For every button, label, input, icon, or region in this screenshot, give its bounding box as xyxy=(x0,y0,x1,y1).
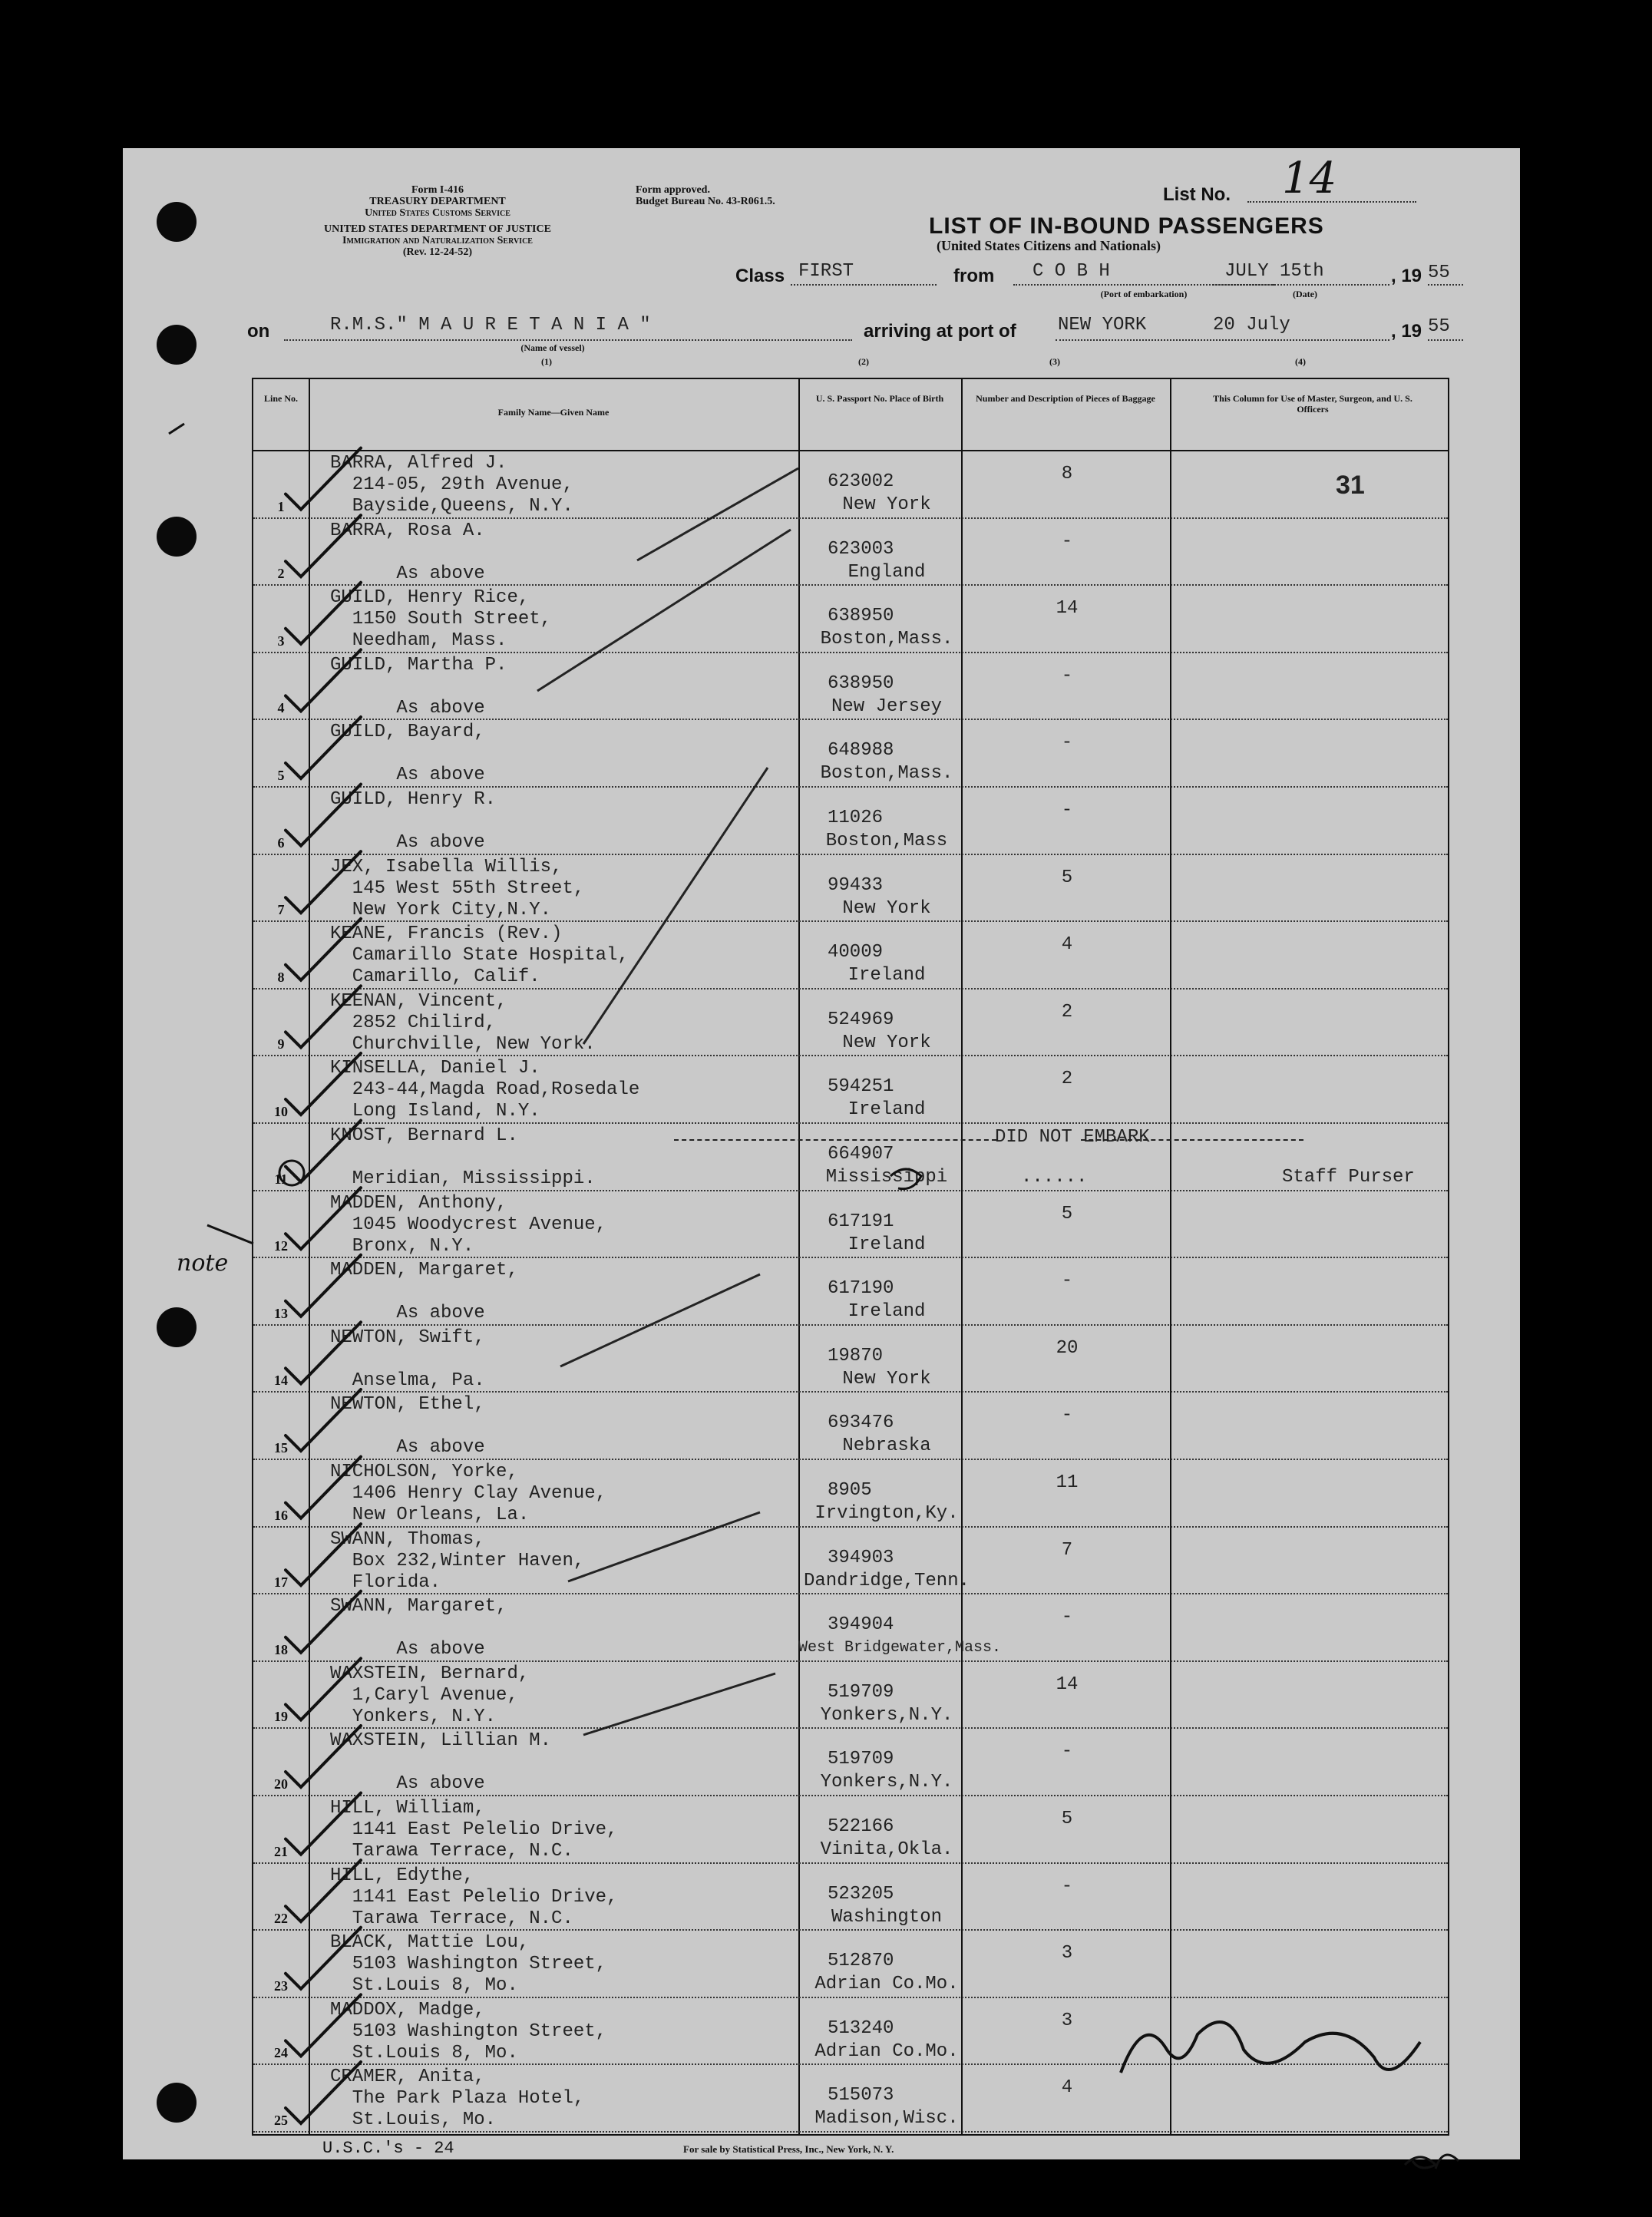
punch-hole xyxy=(157,517,197,557)
purser-dots: ...... xyxy=(1021,1167,1088,1188)
passenger-name: CRAMER, Anita, xyxy=(330,2067,485,2088)
form-number: Form I-416 xyxy=(411,184,464,196)
address-line xyxy=(330,676,507,698)
passport-number: 617190 xyxy=(828,1278,894,1300)
passenger-name-address xyxy=(330,1462,606,1526)
passport-number: 623002 xyxy=(828,471,894,492)
baggage-count: 4 xyxy=(1061,2077,1073,2099)
baggage-count: 14 xyxy=(1056,1673,1079,1695)
baggage-count: 5 xyxy=(1061,1809,1073,1829)
place-of-birth: Madison,Wisc. xyxy=(814,2108,959,2129)
place-of-birth: Boston,Mass xyxy=(825,831,948,851)
year-value-1: 55 xyxy=(1428,263,1450,283)
passenger-name-address xyxy=(330,1596,507,1660)
place-of-birth: Ireland xyxy=(847,1234,926,1255)
table-row xyxy=(253,922,1448,990)
line-number: 14 xyxy=(274,1373,288,1389)
address-line: St.Louis 8, Mo. xyxy=(330,2042,518,2063)
passenger-name-address xyxy=(330,789,496,854)
address-line: Box 232,Winter Haven, xyxy=(330,1550,585,1571)
line-number: 19 xyxy=(274,1709,288,1725)
baggage-count: 3 xyxy=(1061,1943,1073,1964)
passenger-name: WAXSTEIN, Bernard, xyxy=(330,1663,530,1684)
address-line: As above xyxy=(330,1773,485,1795)
document-title: LIST OF IN-BOUND PASSENGERS xyxy=(929,213,1324,239)
passenger-name: NICHOLSON, Yorke, xyxy=(330,1462,518,1482)
passenger-name-address xyxy=(330,857,584,921)
passport-number: 664907 xyxy=(828,1144,894,1165)
line-number: 17 xyxy=(274,1574,288,1591)
passport-number: 519709 xyxy=(828,1681,894,1703)
embarkation-caption: (Port of embarkation) xyxy=(1100,289,1188,299)
class-label: Class xyxy=(735,266,785,286)
passenger-name-address xyxy=(330,722,485,786)
list-number-handwritten: 14 xyxy=(1282,154,1337,203)
punch-hole xyxy=(157,2083,197,2123)
line-number: 6 xyxy=(277,834,285,851)
line-number: 24 xyxy=(274,2045,288,2061)
address-line: St.Louis 8, Mo. xyxy=(330,1975,518,1997)
address-line: New York City,N.Y. xyxy=(330,899,552,920)
passport-number: 522166 xyxy=(828,1816,894,1837)
baggage-count: 3 xyxy=(1061,2010,1073,2031)
baggage-count: 14 xyxy=(1056,598,1079,620)
line-number: 13 xyxy=(274,1305,288,1321)
address-line: Tarawa Terrace, N.C. xyxy=(330,1908,573,1929)
address-line: Yonkers, N.Y. xyxy=(330,1706,497,1727)
address-line: Long Island, N.Y. xyxy=(330,1101,540,1122)
address-line: Needham, Mass. xyxy=(330,630,507,652)
place-of-birth: Mississippi xyxy=(825,1167,948,1188)
address-line: As above xyxy=(330,563,485,584)
baggage-count: - xyxy=(1061,800,1073,821)
address-line xyxy=(330,1147,596,1168)
embarkation-date: JULY 15th xyxy=(1224,261,1324,282)
passenger-name-address xyxy=(330,1932,606,1997)
passenger-name: SWANN, Thomas, xyxy=(330,1528,485,1550)
table-row xyxy=(253,1326,1448,1393)
passport-number: 40009 xyxy=(828,942,884,963)
table-row xyxy=(253,519,1448,586)
address-line: As above xyxy=(330,1639,485,1660)
officer-count: 31 xyxy=(1336,471,1365,500)
table-row xyxy=(253,855,1448,923)
line-number: 3 xyxy=(277,633,285,649)
table-row xyxy=(253,1594,1448,1662)
line-number: 22 xyxy=(274,1911,288,1927)
vessel-line xyxy=(284,339,852,341)
year-line-1 xyxy=(1428,284,1463,286)
place-of-birth: Boston,Mass. xyxy=(820,763,953,785)
revision: (Rev. 12-24-52) xyxy=(402,246,473,258)
passport-number: 19870 xyxy=(828,1345,884,1366)
baggage-count: 8 xyxy=(1061,464,1073,484)
baggage-count: - xyxy=(1061,732,1073,754)
place-of-birth: Ireland xyxy=(847,965,926,986)
table-row xyxy=(253,1393,1448,1460)
line-number: 15 xyxy=(274,1439,288,1455)
address-line xyxy=(330,1752,551,1773)
address-line: Bronx, N.Y. xyxy=(330,1235,474,1257)
address-line: New Orleans, La. xyxy=(330,1505,530,1525)
address-line: Florida. xyxy=(330,1571,441,1593)
passport-number: 513240 xyxy=(828,2017,894,2039)
address-line: 5103 Washington Street, xyxy=(330,2020,607,2042)
year-label-2: , 19 xyxy=(1391,321,1422,342)
place-of-birth: Adrian Co.Mo. xyxy=(814,1974,959,1995)
passenger-name-address xyxy=(330,587,551,652)
passenger-name: HILL, Edythe, xyxy=(330,1865,474,1886)
footer-form-code: U.S.C.'s - 24 xyxy=(322,2139,454,2158)
baggage-count: - xyxy=(1061,1875,1073,1897)
passenger-name-address xyxy=(330,2067,584,2131)
line-number: 11 xyxy=(274,1171,288,1187)
passport-number: 512870 xyxy=(828,1951,894,1972)
passenger-name-address xyxy=(330,655,507,719)
place-of-birth: Ireland xyxy=(847,1099,926,1121)
vessel-name: R.M.S." M A U R E T A N I A " xyxy=(330,315,651,335)
passenger-name: GUILD, Bayard, xyxy=(330,722,485,743)
passenger-name-address xyxy=(330,2000,606,2064)
line-number: 18 xyxy=(274,1641,288,1657)
address-line: Camarillo State Hospital, xyxy=(330,945,629,966)
baggage-count: - xyxy=(1061,1741,1073,1763)
arrival-line xyxy=(1056,339,1389,341)
passenger-name-address xyxy=(330,1058,639,1122)
table-row xyxy=(253,1662,1448,1730)
baggage-count: - xyxy=(1061,1270,1073,1292)
address-line xyxy=(330,743,485,765)
form-header-left xyxy=(261,184,614,258)
address-line xyxy=(330,1281,518,1303)
vessel-on-label: on xyxy=(247,321,270,342)
column-header-passport: U. S. Passport No. Place of Birth xyxy=(815,393,944,404)
passenger-name: WAXSTEIN, Lillian M. xyxy=(330,1730,552,1752)
column-header-officers: This Column for Use of Master, Surgeon, and U. S. Officers xyxy=(1213,393,1412,415)
address-line: Tarawa Terrace, N.C. xyxy=(330,1841,573,1862)
baggage-count: - xyxy=(1061,1405,1073,1426)
passport-number: 638950 xyxy=(828,672,894,694)
line-number: 2 xyxy=(277,566,285,582)
footer-printer: For sale by Statistical Press, Inc., New York, N. Y. xyxy=(683,2143,894,2155)
column-caption-4: (4) xyxy=(1295,356,1306,367)
line-number: 21 xyxy=(274,1843,288,1859)
table-row xyxy=(253,1998,1448,2066)
baggage-count: - xyxy=(1061,665,1073,686)
baggage-count: 5 xyxy=(1061,1203,1073,1224)
address-line: 1141 East Pelelio Drive, xyxy=(330,1819,618,1840)
vessel-caption: (Name of vessel) xyxy=(520,342,585,353)
passport-number: 394903 xyxy=(828,1547,894,1568)
address-line: Anselma, Pa. xyxy=(330,1370,485,1391)
date-line xyxy=(1213,284,1389,286)
class-line xyxy=(791,284,937,286)
year-label-1: , 19 xyxy=(1391,266,1422,286)
address-line: 243-44,Magda Road,Rosedale xyxy=(330,1079,640,1101)
place-of-birth: Nebraska xyxy=(842,1436,931,1457)
place-of-birth: England xyxy=(847,561,926,583)
address-line xyxy=(330,542,485,563)
passenger-name-address xyxy=(330,1664,529,1728)
passport-number: 617191 xyxy=(828,1211,894,1232)
justice-department: UNITED STATES DEPARTMENT OF JUSTICE xyxy=(324,223,551,235)
table-row xyxy=(253,653,1448,721)
address-line: Bayside,Queens, N.Y. xyxy=(330,496,573,517)
line-number: 10 xyxy=(274,1103,288,1119)
table-row xyxy=(253,451,1448,519)
passenger-name-address xyxy=(330,520,485,585)
passenger-name: SWANN, Margaret, xyxy=(330,1596,507,1617)
table-row xyxy=(253,788,1448,855)
document-subtitle: (United States Citizens and Nationals) xyxy=(937,238,1161,253)
baggage-count: - xyxy=(1061,1607,1073,1628)
address-line: St.Louis, Mo. xyxy=(330,2110,497,2131)
line-number: 8 xyxy=(277,969,285,985)
punch-hole xyxy=(157,202,197,242)
passenger-name: JEX, Isabella Willis, xyxy=(330,856,563,877)
passport-number: 519709 xyxy=(828,1749,894,1770)
address-line: 145 West 55th Street, xyxy=(330,877,585,899)
place-of-birth: New York xyxy=(842,897,931,919)
column-caption-1: (1) xyxy=(541,356,552,367)
table-row xyxy=(253,990,1448,1057)
line-number: 4 xyxy=(277,700,285,716)
table-row xyxy=(253,1528,1448,1595)
passenger-name-address xyxy=(330,1327,485,1392)
year-value-2: 55 xyxy=(1428,316,1450,337)
department-name: TREASURY DEPARTMENT xyxy=(369,196,506,207)
column-header-baggage: Number and Description of Pieces of Baggage xyxy=(976,393,1155,404)
address-line: Churchville, New York. xyxy=(330,1033,596,1055)
passenger-name: BARRA, Rosa A. xyxy=(330,520,485,541)
place-of-birth: Dandridge,Tenn. xyxy=(803,1570,970,1591)
place-of-birth: New York xyxy=(842,1368,931,1389)
table-row xyxy=(253,586,1448,653)
baggage-count: - xyxy=(1061,530,1073,552)
passenger-name: GUILD, Martha P. xyxy=(330,654,507,676)
table-row xyxy=(253,1124,1448,1191)
baggage-count: 2 xyxy=(1061,1069,1073,1090)
baggage-count: 11 xyxy=(1056,1472,1079,1493)
staff-purser-label: Staff Purser xyxy=(1282,1167,1415,1188)
punch-hole xyxy=(157,325,197,365)
place-of-birth: Yonkers,N.Y. xyxy=(820,1704,953,1726)
table-row xyxy=(253,1729,1448,1796)
place-of-birth: West Bridgewater,Mass. xyxy=(798,1639,1002,1657)
place-of-birth: Washington xyxy=(831,1906,943,1928)
budget-bureau: Budget Bureau No. 43-R061.5. xyxy=(636,196,775,207)
passenger-name-address xyxy=(330,1529,584,1594)
approved-text: Form approved. xyxy=(636,184,710,196)
address-line: As above xyxy=(330,697,485,719)
line-number: 20 xyxy=(274,1776,288,1792)
line-number: 7 xyxy=(277,902,285,918)
passenger-name: KEANE, Francis (Rev.) xyxy=(330,923,563,945)
passenger-name: MADDOX, Madge, xyxy=(330,1999,485,2020)
passenger-name: GUILD, Henry R. xyxy=(330,789,497,810)
passport-number: 394904 xyxy=(828,1614,894,1636)
passenger-name-address xyxy=(330,1193,606,1257)
baggage-count: 2 xyxy=(1061,1001,1073,1023)
customs-service: United States Customs Service xyxy=(365,207,510,219)
passport-number: 638950 xyxy=(828,606,894,627)
address-line: 1,Caryl Avenue, xyxy=(330,1684,518,1706)
ins-service: Immigration and Naturalization Service xyxy=(342,235,533,246)
passenger-name: MADDEN, Anthony, xyxy=(330,1192,507,1214)
from-label: from xyxy=(953,266,995,286)
port-of-embarkation: C O B H xyxy=(1032,261,1110,282)
line-number: 5 xyxy=(277,767,285,783)
table-row xyxy=(253,720,1448,788)
passenger-name: NEWTON, Swift, xyxy=(330,1327,485,1348)
column-caption-2: (2) xyxy=(858,356,869,367)
class-value: FIRST xyxy=(798,261,854,282)
address-line: 1150 South Street, xyxy=(330,609,552,630)
address-line: 214-05, 29th Avenue, xyxy=(330,474,573,495)
line-number: 16 xyxy=(274,1507,288,1523)
passport-number: 99433 xyxy=(828,874,884,896)
address-line xyxy=(330,1349,485,1370)
table-row xyxy=(253,1931,1448,1998)
passenger-table xyxy=(252,378,1449,2136)
table-row xyxy=(253,1258,1448,1326)
address-line: Camarillo, Calif. xyxy=(330,966,540,988)
address-line: 2852 Chilird, xyxy=(330,1012,497,1033)
passenger-name-address xyxy=(330,453,573,517)
line-number: 1 xyxy=(277,498,285,514)
place-of-birth: Yonkers,N.Y. xyxy=(820,1772,953,1793)
address-line: 1406 Henry Clay Avenue, xyxy=(330,1483,607,1504)
passenger-name: GUILD, Henry Rice, xyxy=(330,587,530,609)
line-number: 9 xyxy=(277,1036,285,1052)
arrival-port: NEW YORK xyxy=(1058,315,1147,335)
address-line: 1045 Woodycrest Avenue, xyxy=(330,1214,607,1235)
passport-number: 594251 xyxy=(828,1076,894,1098)
passport-number: 523205 xyxy=(828,1883,894,1905)
place-of-birth: New Jersey xyxy=(831,695,943,717)
passenger-name: BLACK, Mattie Lou, xyxy=(330,1932,530,1954)
address-line: 5103 Washington Street, xyxy=(330,1954,607,1975)
passenger-name: BARRA, Alfred J. xyxy=(330,453,507,474)
passenger-name-address xyxy=(330,923,629,988)
address-line: 1141 East Pelelio Drive, xyxy=(330,1886,618,1908)
baggage-count: 5 xyxy=(1061,867,1073,888)
passenger-name-address xyxy=(330,1865,617,1930)
table-row xyxy=(253,1796,1448,1864)
passenger-name: KEENAN, Vincent, xyxy=(330,990,507,1012)
did-not-embark-dashes xyxy=(674,1139,996,1141)
purser-dashes xyxy=(1081,1139,1303,1141)
baggage-count: 4 xyxy=(1061,934,1073,956)
line-number: 12 xyxy=(274,1238,288,1254)
column-header-line: Line No. xyxy=(263,393,298,404)
address-line xyxy=(330,811,496,832)
address-line: The Park Plaza Hotel, xyxy=(330,2088,585,2110)
passenger-name-address xyxy=(330,1730,551,1795)
address-line: Meridian, Mississippi. xyxy=(330,1168,596,1189)
address-line: As above xyxy=(330,832,485,853)
passport-number: 8905 xyxy=(828,1480,872,1501)
place-of-birth: New York xyxy=(842,494,931,515)
table-row xyxy=(253,1056,1448,1124)
passport-number: 693476 xyxy=(828,1412,894,1434)
place-of-birth: Ireland xyxy=(847,1301,926,1323)
passport-number: 515073 xyxy=(828,2085,894,2106)
passenger-name: KNOST, Bernard L. xyxy=(330,1125,518,1146)
passenger-name-address xyxy=(330,1125,596,1190)
table-row xyxy=(253,1460,1448,1528)
arriving-label: arriving at port of xyxy=(864,321,1016,342)
passenger-name-address xyxy=(330,991,596,1056)
passenger-name-address xyxy=(330,1260,518,1324)
address-line: As above xyxy=(330,1303,485,1324)
date-caption: (Date) xyxy=(1293,289,1317,299)
punch-hole xyxy=(157,1307,197,1347)
passenger-name: MADDEN, Margaret, xyxy=(330,1260,518,1281)
passport-number: 648988 xyxy=(828,740,894,762)
form-approval xyxy=(636,184,775,207)
passenger-name-address xyxy=(330,1798,617,1862)
place-of-birth: Adrian Co.Mo. xyxy=(814,2040,959,2062)
address-line: As above xyxy=(330,765,485,786)
baggage-count: 20 xyxy=(1056,1337,1079,1359)
did-not-embark-note: DID NOT EMBARK xyxy=(995,1127,1150,1148)
address-line xyxy=(330,1617,507,1639)
baggage-count: 7 xyxy=(1061,1539,1073,1561)
list-number-label: List No. xyxy=(1163,184,1231,205)
passenger-name: HILL, William, xyxy=(330,1798,485,1819)
passport-number: 11026 xyxy=(828,808,884,828)
address-line xyxy=(330,1416,485,1437)
place-of-birth: Boston,Mass. xyxy=(820,629,953,650)
passenger-name: NEWTON, Ethel, xyxy=(330,1394,485,1416)
table-row xyxy=(253,2065,1448,2133)
passport-number: 623003 xyxy=(828,538,894,560)
column-header-name: Family Name—Given Name xyxy=(497,407,610,418)
arrival-date: 20 July xyxy=(1213,315,1290,335)
line-number: 23 xyxy=(274,1977,288,1994)
line-number: 25 xyxy=(274,2112,288,2128)
address-line: As above xyxy=(330,1437,485,1459)
place-of-birth: New York xyxy=(842,1032,931,1053)
margin-note: note xyxy=(177,1250,229,1277)
passport-number: 524969 xyxy=(828,1009,894,1030)
passenger-name: KINSELLA, Daniel J. xyxy=(330,1058,540,1079)
table-row xyxy=(253,1864,1448,1931)
place-of-birth: Vinita,Okla. xyxy=(820,1839,953,1860)
table-row xyxy=(253,1191,1448,1259)
year-line-2 xyxy=(1428,339,1463,341)
place-of-birth: Irvington,Ky. xyxy=(814,1503,959,1524)
passenger-name-address xyxy=(330,1394,485,1459)
column-caption-3: (3) xyxy=(1049,356,1060,367)
